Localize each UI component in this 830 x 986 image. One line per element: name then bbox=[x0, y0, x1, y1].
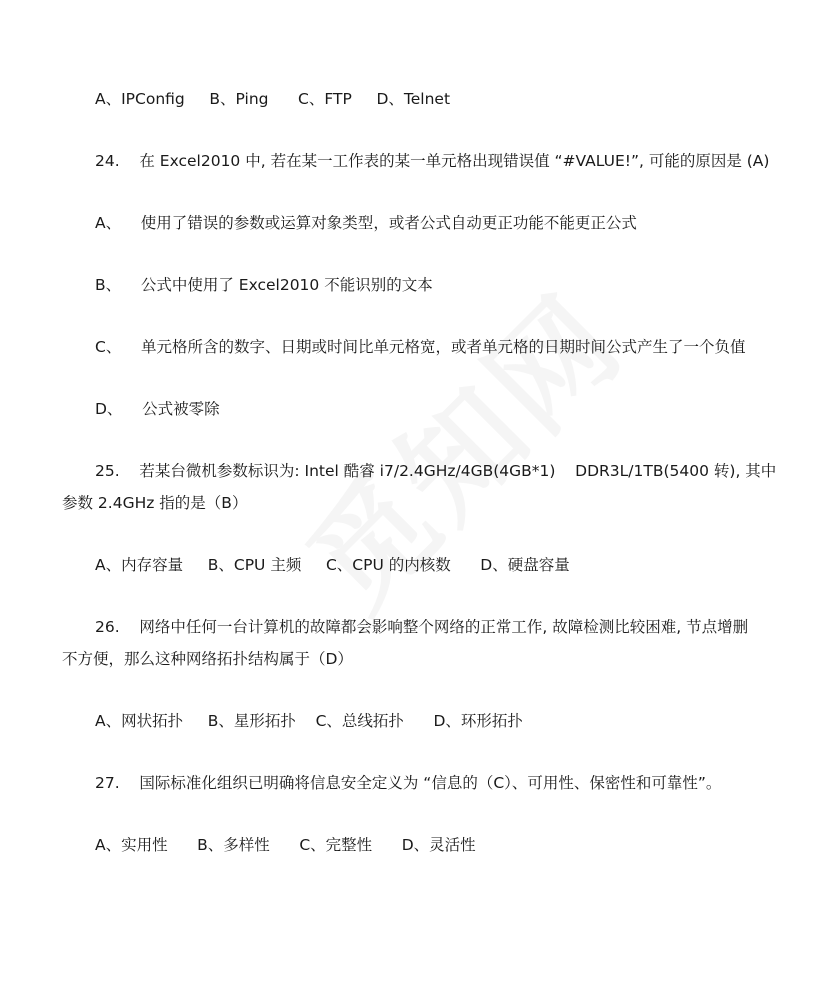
q26-question-line2: 不方便，那么这种网络拓扑结构属于（D） bbox=[62, 650, 353, 668]
q26-question-line1: 26. 网络中任何一台计算机的故障都会影响整个网络的正常工作, 故障检测比较困难, 节点增删 bbox=[95, 618, 749, 636]
q27-options: A、实用性 B、多样性 C、完整性 D、灵活性 bbox=[95, 836, 476, 854]
watermark bbox=[265, 252, 654, 641]
q25-question-line2: 参数 2.4GHz 指的是（B） bbox=[62, 494, 248, 512]
q25-question-line1: 25. 若某台微机参数标识为: Intel 酷睿 i7/2.4GHz/4GB(4GB*1) DDR3L/1TB(5400 转), 其中 bbox=[95, 462, 777, 480]
q27-question: 27. 国际标准化组织已明确将信息安全定义为 “信息的（C）、可用性、保密性和可靠性”。 bbox=[95, 774, 722, 792]
q24-option-d: D、 公式被零除 bbox=[95, 400, 220, 418]
q23-options: A、IPConfig B、Ping C、FTP D、Telnet bbox=[95, 90, 451, 108]
q24-option-b: B、 公式中使用了 Excel2010 不能识别的文本 bbox=[95, 276, 433, 294]
q25-options: A、内存容量 B、CPU 主频 C、CPU 的内核数 D、硬盘容量 bbox=[95, 556, 570, 574]
q24-question: 24. 在 Excel2010 中, 若在某一工作表的某一单元格出现错误值 “#VALUE!”, 可能的原因是 (A) bbox=[95, 152, 770, 170]
q24-option-c: C、 单元格所含的数字、日期或时间比单元格宽，或者单元格的日期时间公式产生了一个负值 bbox=[95, 338, 746, 356]
q26-options: A、网状拓扑 B、星形拓扑 C、总线拓扑 D、环形拓扑 bbox=[95, 712, 523, 730]
q24-option-a: A、 使用了错误的参数或运算对象类型，或者公式自动更正功能不能更正公式 bbox=[95, 214, 637, 232]
